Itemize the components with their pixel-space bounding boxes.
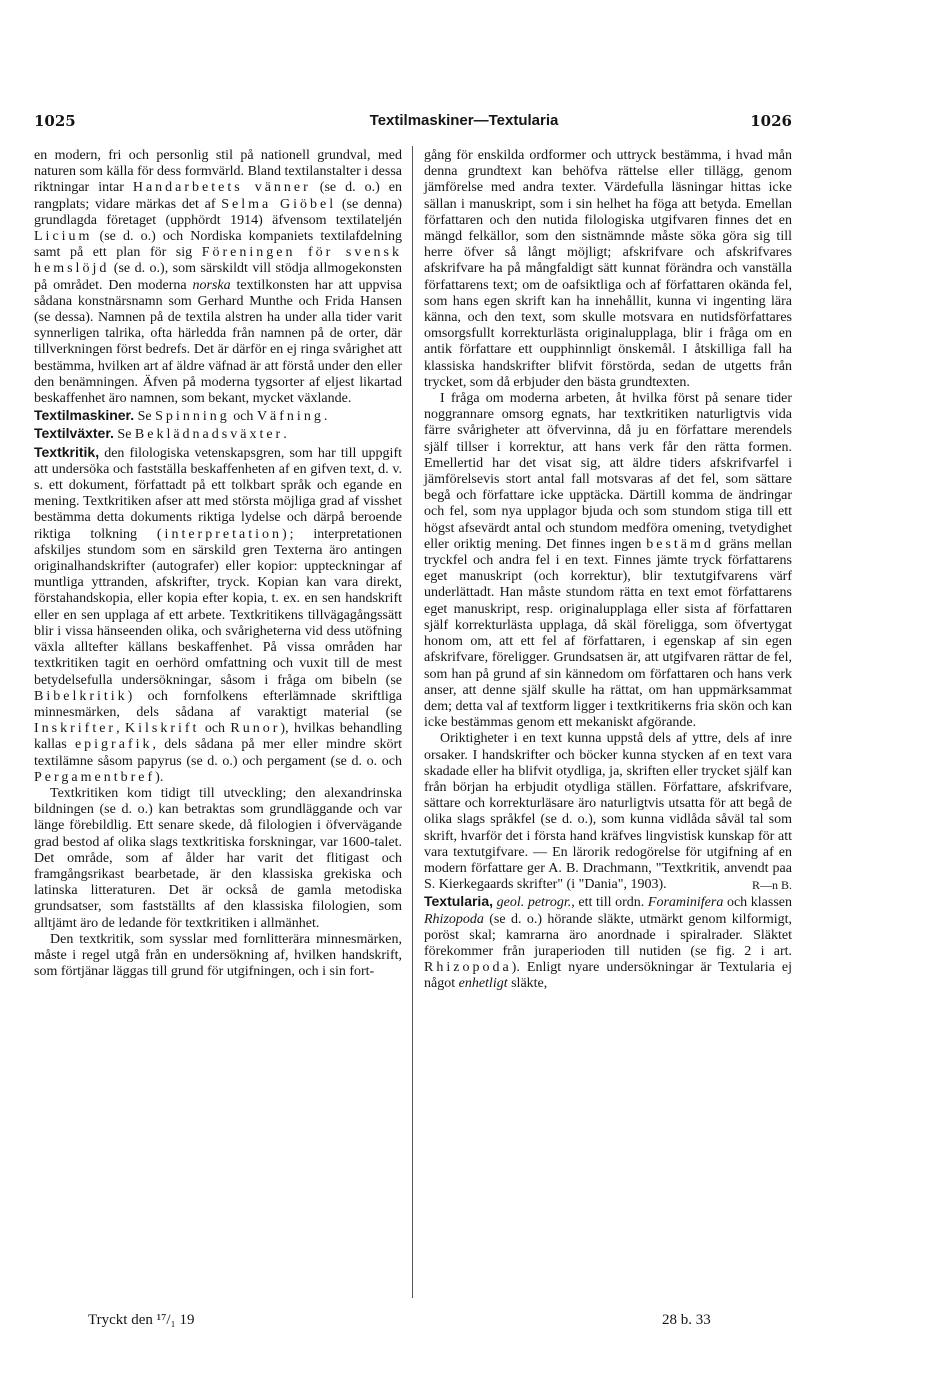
paragraph: Den textkritik, som sysslar med fornlitterära minnesmärken, måste i regel utgå från en undersökning af, hvilken handskrift, som förtjänar läggas till grund för utgifningen, och i sin fort- (34, 931, 402, 980)
entry-textilvaxter: Textilväxter. Se Beklädnadsväxter. (34, 425, 287, 443)
cross-reference-link[interactable]: Spinning (155, 409, 230, 425)
page-number-right: 1026 (750, 112, 792, 130)
cross-reference-link[interactable]: Rhizopoda (424, 960, 512, 976)
paragraph: I fråga om moderna arbeten, åt hvilka först på senare tider noggrannare omsorg egnats, har textkritiken naturligtvis vida färre svårigheter att öfvervinna, då ju en författare merendels själf tillser i korrektur, att hans verk får den rätta formen. Emellertid har det visat sig, att äldre tiders afskrifvarfel i jämförelsevis stort antal fall motsvaras af det fel, som sättare begå och författare icke upptäcka. Därtill komma de ändringar och fel, som nya upplagor bjuda och som stundom stiga till ett högst afsevärdt antal och stundom medföra omening, tvetydighet eller oriktig mening. Det finnes ingen bestämd gräns mellan tryckfel och andra fel i en text. Finnes jämte tryck författarens eget manuskript (och korrektur), blir textutgifvarens värf underlättadt. Han måste stundom rätta en text emot författarens eget manuskript, resp. originalupplaga eller sista af författaren själf korrekturlästa upplaga, då skäl föreligga, som öfvertygat honom om, att ett fel af författaren, i egenskap af sin egen afskrifvare, föreligger. Grundsatsen är, att utgifvaren rättar de fel, som han på grund af sin kännedom om författaren och hans verk anser, att denne själf skulle ha rättat, om han uppmärksammat dem; detta val af textform ligger i textkritikerns fria skön och kan icke bestämmas genom ett mekaniskt afgörande. (424, 391, 792, 731)
right-column (424, 148, 792, 993)
left-column (34, 148, 402, 980)
headword: Textilväxter. (34, 425, 114, 442)
entry-textularia: Textularia, geol. petrogr., ett till ordn. Foraminifera och klassen Rhizopoda (se d. o.) hörande släkte, utmärkt genom kilformigt, poröst skal; kamrarna äro anordnade i spiralrader. Släktet förekommer från juraperioden till nutiden (se fig. 2 i art. Rhizopoda). Enligt nyare undersökningar är Textularia ej något enhetligt släkte, (424, 893, 792, 992)
cross-reference-link[interactable]: Kilskrift (124, 721, 200, 737)
page-title: Textilmaskiner—Textularia (369, 112, 559, 129)
paragraph: Textkritiken kom tidigt till utveckling; den alexandrinska bildningen (se d. o.) kan betraktas som grundläggande och var länge förebildlig. Ett senare skede, då filologien i öfvervägande grad bestod af olika slags textkritiska forskningar, var 1600-talet. Det område, som af ålder har varit det flitigast och framgångsrikast bearbetade, är den klassiska grekiska och latinska litteraturen. Det är också de gamla metodiska grundsatser, som fastställts af den klassiska filologien, som alltjämt äro de ledande för textkritiken i allmänhet. (34, 785, 402, 931)
paragraph: gång för enskilda ordformer och uttryck bestämma, i hvad mån denna grundtext kan behöfva rättelse eller tillägg, genom jämförelse med andra texter. Värdefulla läsningar hittas icke sällan i manuskript, som i sin helhet ha föga att betyda. Emellan författaren och den nutida filologiska utgifvaren finnes det en mängd felkällor, som den sistnämnde måste söka göra sig till herre öfver så långt möjligt; afskrifvare och afskrifvares afskrifvare ha på mångfaldigt sätt kunnat förändra och vanställa författarens text; om de oafsiktliga och af författaren okända fel, som hans egen skrift kan ha innehållit, kunna vi ingenting lära känna, och den text, som skulle motsvara en nutidsförfattares omsorgsfullt korrekturlästa originalupplaga, blir i fråga om en antik författare ett oupphinnligt önskemål. I åtskilliga fall ha klassiska handskrifter blifvit förstörda, sedan de utgetts från trycket, som då erbjuder den bästa grundtexten. (424, 148, 792, 390)
cross-reference-link[interactable]: Runor (230, 721, 281, 737)
cross-reference-link[interactable]: Inskrifter (34, 721, 117, 737)
headword: Textkritik, (34, 443, 100, 460)
column-divider (412, 146, 413, 1298)
cross-reference-link[interactable]: Pergamentbref (34, 769, 156, 785)
headword: Textularia, (424, 893, 493, 910)
paragraph: en modern, fri och personlig stil på nationell grundval, med naturen som källa för dess formvärld. Bland textilanstalter i dessa riktningar intar Handarbetets vänner (se d. o.) en rangplats; vidare märkas det af Selma Giöbel (se denna) grundlagda företaget (upphördt 1914) äfvensom textilateljén Licium (se d. o.) och Nordiska kompaniets textilafdelning samt på ett plan för sig Föreningen för svensk hemslöjd (se d. o.), som särskildt vill stödja allmogekonsten på området. Den moderna norska textilkonsten har att uppvisa sådana konstnärsnamn som Gerhard Munthe och Frida Hansen (se dessa). Namnen på de textila alstren ha under alla tider varit synnerligen talrika, ofta härledda från namnen på de orter, där tillverkningen först bedrefs. Det är därför en ej ringa svårighet att bestämma, hvilken art af äldre väfnad är att förstå under den eller den benämningen. Äfven på moderna tygsorter af eljest likartad beskaffenhet äro namnen, som bekant, mycket växlande. (34, 148, 403, 407)
sheet-signature: 28 b. 33 (662, 1312, 711, 1328)
entry-textilmaskiner: Textilmaskiner. Se Spinning och Väfning. (34, 407, 328, 425)
cross-reference-link[interactable]: Bibelkritik (34, 688, 128, 704)
paragraph: Oriktigheter i en text kunna uppstå dels af yttre, dels af inre orsaker. I handskrifter och böcker kunna stycken af en text vara skadade eller ha blifvit otydliga, ja, skriften eller trycket själf kan från början ha erbjudit otydliga ställen. Författare, afskrifvare, sättare och korrekturläsare äro naturligtvis utsatta för att begå de olika slags språkfel (se d. o.), som kunna vidlåda såväl tal som skrift, hvarför det i första hand kräfves lingvistisk kunskap för att vara textutgifvare. — En lärorik redogörelse för utgifning af en modern författare ger A. B. Drachmann, "Textkritik, anvendt paa S. Kierkegaards skrifter" (i "Dania", 1903). R—n B. (424, 731, 792, 893)
cross-reference-link[interactable]: Väfning (256, 409, 324, 425)
page-number-left: 1025 (34, 112, 76, 130)
cross-reference-link[interactable]: Beklädnadsväxter (134, 427, 284, 443)
print-date: Tryckt den ¹⁷/₁ 19 (88, 1312, 195, 1328)
headword: Textilmaskiner. (34, 407, 135, 424)
entry-textkritik: Textkritik, den filologiska vetenskapsgren, som har till uppgift att undersöka och fastställa beskaffenheten af en gifven text, d. v. s. ett dokument, författadt på ett tolkbart språk och egande en mening. Textkritiken afser att med största möjliga grad af visshet bestämma detta dokuments riktiga lydelse och därpå beroende riktiga tolkning (interpretation); interpretationen afskiljes stundom som en särskild gren Texterna äro antingen originalhandskrifter (autografer) eller kopior: uppteckningar af muntliga yttranden, afskrifter, tryck. Kopian kan vara direkt, förstahandskopia, eller kopia efter kopia, t. ex. en sen handskrift eller en sen upplaga af ett arbete. Textkritikens tillvägagångssätt blir i vissa hänseenden olika, och svårigheterna vid dess utöfning växla alltefter källans beskaffenhet. På vissa områden har textkritiken tagit en oerhörd omfattning och vuxit till de mest betydelsefulla undersökningar, såsom i fråga om bibeln (se Bibelkritik) och fornfolkens efterlämnade skriftliga minnesmärken, dels sådana af varaktigt material (se Inskrifter, Kilskrift och Runor), hvilkas behandling kallas epigrafik, dels sådana på mer eller mindre skört textilämne såsom papyrus (se d. o.) och pergament (se d. o. och Pergamentbref). (34, 443, 403, 785)
author-signature: R—n B. (751, 878, 792, 893)
